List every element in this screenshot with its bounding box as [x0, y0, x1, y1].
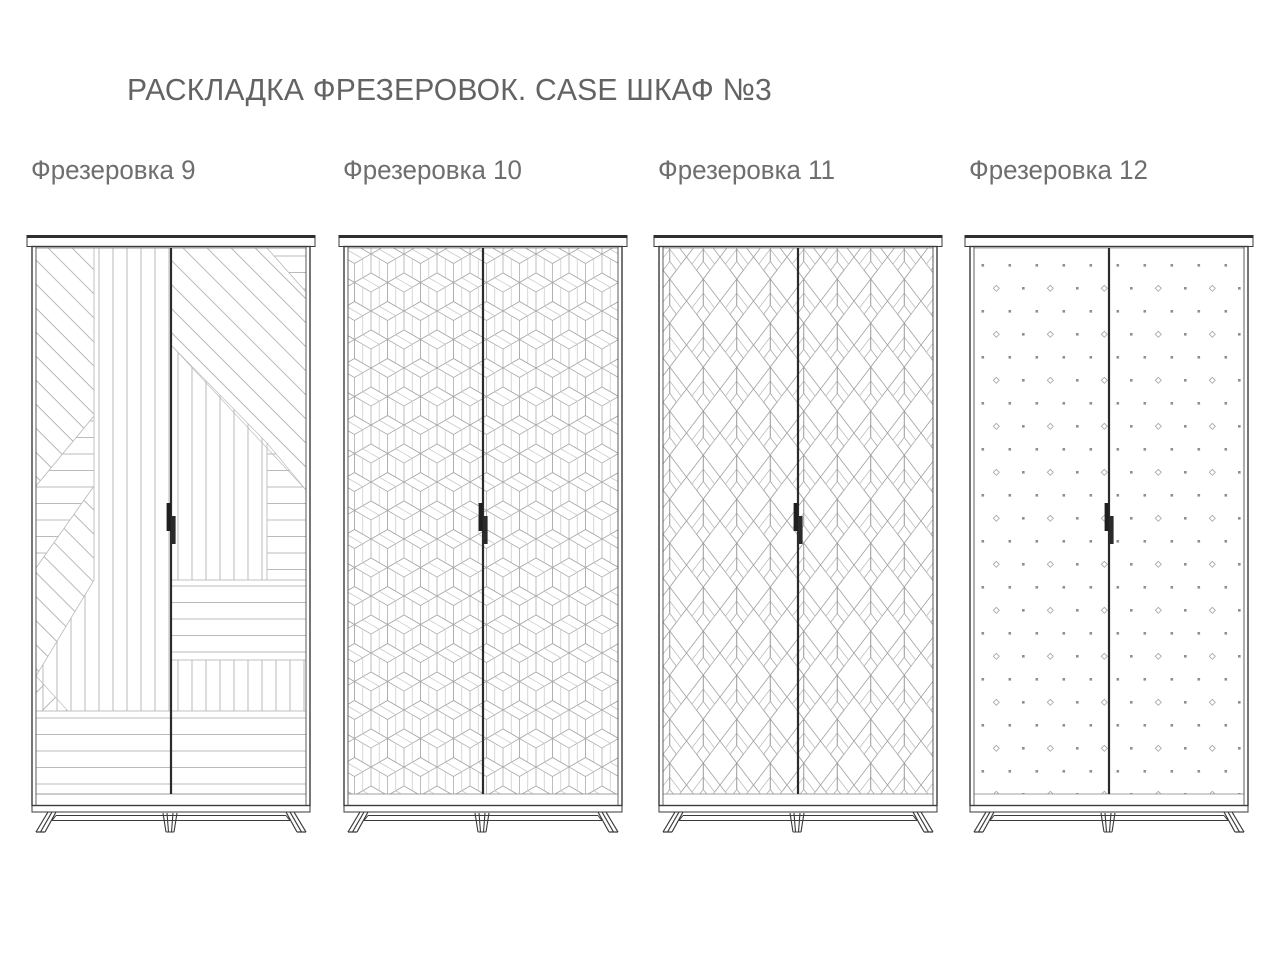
cabinet-label-11: Фрезеровка 11 — [658, 155, 836, 185]
left-door-pattern — [348, 248, 483, 794]
cabinet-figure-12 — [964, 155, 1254, 835]
right-door-pattern — [798, 248, 933, 794]
cabinet-label-10: Фрезеровка 10 — [343, 155, 522, 185]
cabinet-label-12: Фрезеровка 12 — [969, 155, 1148, 185]
right-door-pattern — [1109, 248, 1244, 794]
cabinet-figure-9 — [26, 155, 316, 835]
right-door-pattern — [171, 248, 306, 794]
left-door-pattern — [663, 248, 798, 794]
cabinet-drawing-12 — [964, 235, 1254, 835]
cabinet-drawing-10 — [338, 235, 628, 835]
right-door-pattern — [483, 248, 618, 794]
cabinet-drawing-9 — [26, 235, 316, 835]
cabinet-drawing-11 — [653, 235, 943, 835]
cabinet-figure-11 — [653, 155, 943, 835]
cabinet-label-9: Фрезеровка 9 — [31, 155, 196, 185]
cabinet-figure-10 — [338, 155, 628, 835]
page-title: РАСКЛАДКА ФРЕЗЕРОВОК. CASE ШКАФ №3 — [127, 72, 772, 107]
left-door-pattern — [974, 248, 1109, 794]
left-door-pattern — [36, 248, 171, 794]
